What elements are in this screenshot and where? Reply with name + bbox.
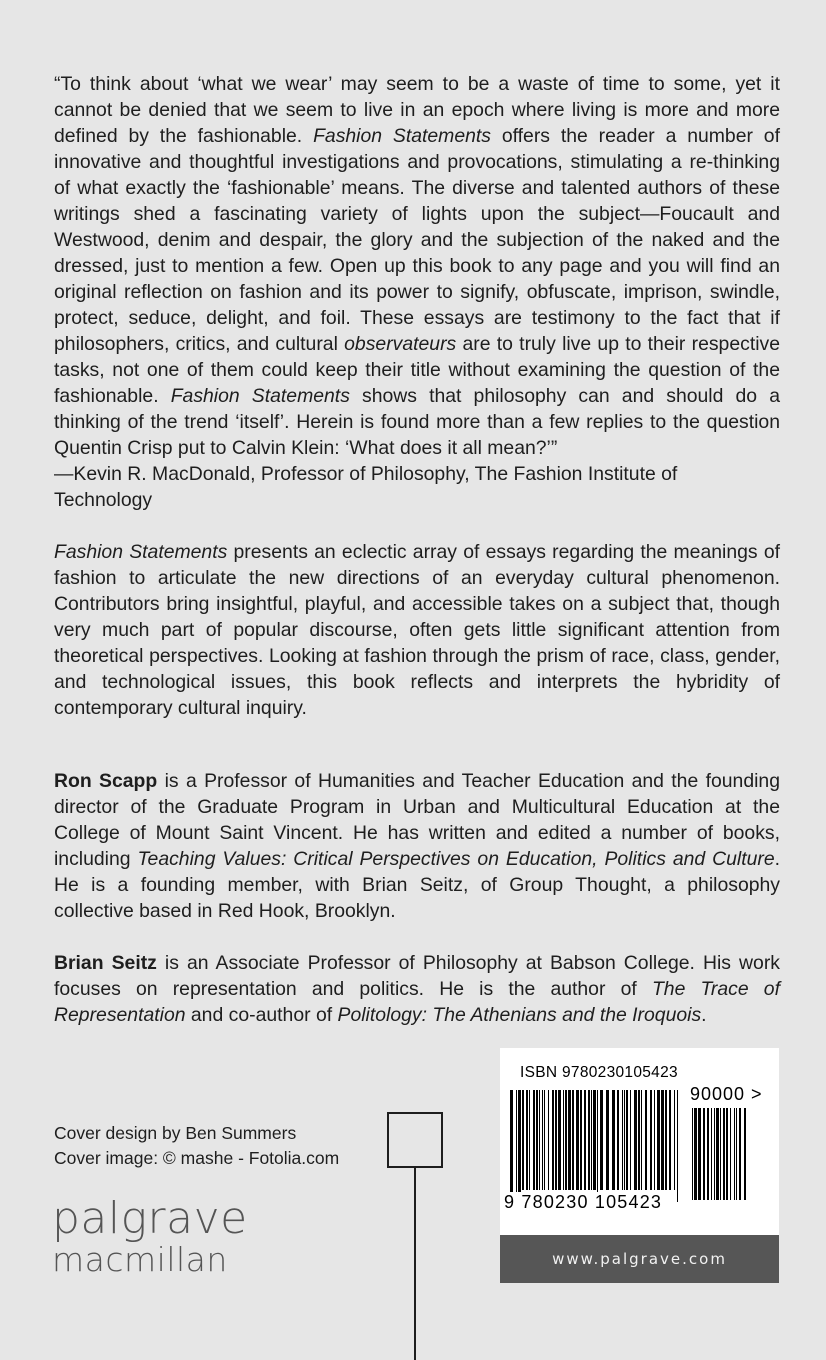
barcode-panel (500, 1048, 779, 1283)
barcode-bar (536, 1090, 538, 1190)
barcode-bar (674, 1090, 675, 1190)
addon-barcode-icon (690, 1108, 752, 1200)
barcode-bar (694, 1108, 697, 1200)
barcode-bar (630, 1090, 631, 1190)
barcode-bar (588, 1090, 590, 1190)
observateurs-term: observateurs (344, 333, 457, 355)
author-name: Ron Scapp (54, 770, 158, 792)
barcode-bar (600, 1090, 603, 1190)
barcode-bar (669, 1090, 671, 1190)
barcode-bar (622, 1090, 623, 1190)
addon-code-label: 90000 > (690, 1084, 763, 1104)
barcode-bar (665, 1090, 667, 1190)
barcode-bar (606, 1090, 609, 1190)
barcode-bar (723, 1108, 725, 1200)
book-title: Fashion Statements (54, 541, 228, 563)
barcode-bar (580, 1090, 582, 1190)
author-bio-scapp: Ron Scapp is a Professor of Humanities and Teacher Education and the founding director of the Graduate Program in Urban and Multicultural Education at the College of Mount Saint Vincent. He has written and edited a number of books, including Teaching Values: Critical Perspectives on Education, Politics and Culture. He is a founding member, with Brian Seitz, of Group Thought, a philosophy collective based in Red Hook, Brooklyn. (54, 770, 781, 922)
barcode-bar (634, 1090, 637, 1190)
barcode-bar (552, 1090, 554, 1190)
cover-image-credit: Cover image: © mashe - Fotolia.com (54, 1148, 340, 1168)
barcode-bar (726, 1108, 728, 1200)
barcode-bar (576, 1090, 579, 1190)
barcode-bar (510, 1090, 513, 1202)
barcode-bar (650, 1090, 652, 1190)
barcode-bar (568, 1090, 571, 1190)
publisher-logo (52, 1193, 248, 1279)
book-title: The Trace of Representation (54, 978, 780, 1026)
endorsement-text: “To think about ‘what we wear’ may seem to be a waste of time to some, yet it cannot be denied that we seem to live in an epoch where living is more and more defined by the fashionable. Fashion Statements offers the reader a number of innovative and thoughtful investigations and provocations, stimulating a re-thinking of what exactly the ‘fashionable’ means. The diverse and talented authors of these writings shed a fascinating variety of lights upon the subject—Foucault and Westwood, denim and despair, the glory and the subjection of the naked and the dressed, just to mention a few. Open up this book to any page and you will find an original reflection on fashion and its power to signify, obfuscate, imprison, swindle, protect, seduce, delight, and foil. These essays are testimony to the fact that if philosophers, critics, and cultural observateurs are to truly live up to their respective tasks, not one of them could keep their title without examining the question of the fashionable. Fashion Statements shows that philosophy can and should do a thinking of the trend ‘itself’. Herein is found more than a few replies to the question Quentin Crisp put to Calvin Klein: ‘What does it all mean?’” (54, 73, 780, 459)
endorsement-quote (54, 71, 780, 513)
barcode-bar (555, 1090, 557, 1190)
barcode-bar (526, 1090, 528, 1190)
barcode-bar (657, 1090, 660, 1190)
logo-line-1: palgrave (52, 1193, 248, 1244)
barcode-bar (572, 1090, 574, 1190)
barcode-bar (692, 1108, 693, 1200)
isbn-label: ISBN 9780230105423 (520, 1064, 678, 1081)
barcode-bar (593, 1090, 596, 1190)
barcode-bar (716, 1108, 719, 1200)
barcode-bar (730, 1108, 731, 1200)
logo-line-2: macmillan (52, 1240, 228, 1279)
barcode-bar (720, 1108, 721, 1200)
barcode-bar (565, 1090, 567, 1190)
barcode-bar (617, 1090, 619, 1190)
barcode-bar (563, 1090, 564, 1190)
endorsement-attribution: —Kevin R. MacDonald, Professor of Philosophy, The Fashion Institute of Technology (54, 463, 678, 511)
barcode-bar (739, 1108, 741, 1200)
author-name: Brian Seitz (54, 952, 157, 974)
barcode-bar (591, 1090, 592, 1190)
barcode-digits: 9 780230 105423 (504, 1192, 663, 1212)
author-bio-seitz: Brian Seitz is an Associate Professor of Philosophy at Babson College. His work focuses on representation and politics. He is the author of The Trace of Representation and co-author of Politology: The Athenians and the Iroquois. (54, 952, 780, 1026)
barcode-bar (638, 1090, 640, 1190)
barcode-bar (661, 1090, 664, 1190)
barcode-bar (529, 1090, 530, 1190)
barcode-bar (645, 1090, 647, 1190)
barcode-bar (544, 1090, 545, 1190)
barcode-bar (744, 1108, 746, 1200)
barcode-bar (707, 1108, 709, 1200)
barcode-bar (597, 1090, 598, 1202)
barcode-bar (654, 1090, 655, 1190)
marker-line (414, 1168, 416, 1360)
barcode-bar (626, 1090, 628, 1190)
cover-design-credit: Cover design by Ben Summers (54, 1123, 297, 1143)
barcode-bar (542, 1090, 543, 1190)
barcode-bar (522, 1090, 524, 1190)
barcode-bar (516, 1090, 517, 1202)
barcode-bar (736, 1108, 737, 1200)
barcode-bar (533, 1090, 535, 1190)
publisher-url: www.palgrave.com (500, 1235, 779, 1283)
barcode-bar (677, 1090, 678, 1202)
barcode-bar (698, 1108, 701, 1200)
barcode-bar (714, 1108, 715, 1200)
barcode-bar (558, 1090, 561, 1190)
barcode-bar (711, 1108, 712, 1200)
barcode-bar (612, 1090, 615, 1190)
barcode-bar (641, 1090, 642, 1190)
barcode-bar (539, 1090, 540, 1190)
book-title: Fashion Statements (313, 125, 491, 147)
book-summary: Fashion Statements presents an eclectic array of essays regarding the meanings of fashion to articulate the new directions of an everyday cultural phenomenon. Contributors bring insightful, playful, and accessible takes on a subject that, though very much part of popular discourse, often gets little significant attention from theoretical perspectives. Looking at fashion through the prism of race, class, gender, and technological issues, this book reflects and interprets the hybridity of contemporary cultural inquiry. (54, 541, 780, 719)
book-title: Fashion Statements (170, 385, 350, 407)
barcode-bar (703, 1108, 705, 1200)
barcode-bar (548, 1090, 549, 1190)
barcode-bar (734, 1108, 735, 1200)
cover-credits (54, 1121, 339, 1171)
book-title: Teaching Values: Critical Perspectives on Education, Politics and Culture (137, 848, 775, 870)
square-marker-icon (387, 1112, 443, 1168)
barcode-bar (624, 1090, 625, 1190)
barcode-bar (584, 1090, 586, 1190)
barcode-bar (518, 1090, 521, 1202)
book-title: Politology: The Athenians and the Iroquois (337, 1004, 702, 1026)
isbn-barcode-icon (508, 1090, 684, 1202)
